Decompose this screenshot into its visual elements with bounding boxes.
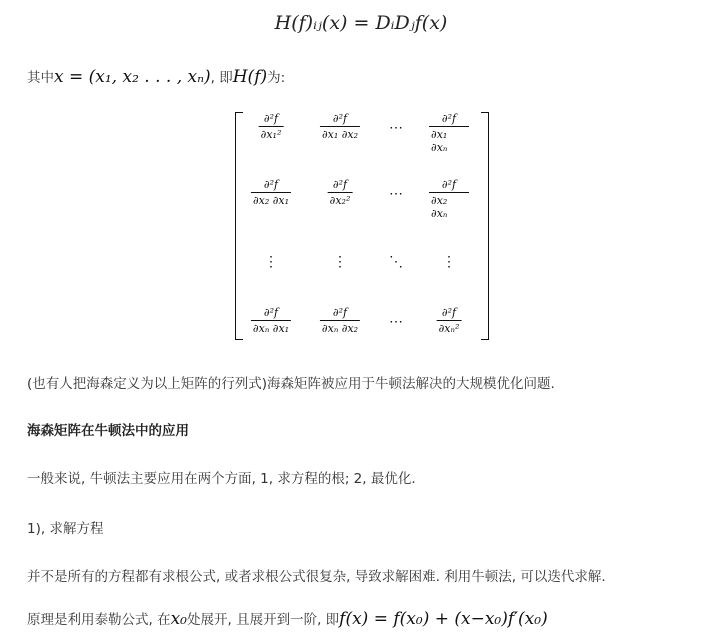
matrix-entry-denominator: ∂xₙ² [438, 322, 460, 335]
matrix-entry [251, 178, 291, 207]
matrix-entry-denominator: ∂x₁ ∂x₂ [321, 128, 359, 141]
matrix-entry [320, 112, 360, 141]
matrix-entry [328, 178, 353, 207]
matrix-ellipsis: ⋮ [264, 254, 278, 270]
paragraph-solve-equation-heading: 1), 求解方程 [27, 521, 104, 537]
matrix-entry-numerator: ∂²f [332, 112, 348, 125]
matrix-entry-numerator: ∂²f [263, 306, 279, 319]
matrix-entry-numerator: ∂²f [332, 178, 348, 191]
x0-math: x₀ [170, 609, 187, 629]
hessian-h-math: H(f) [232, 67, 268, 87]
vector-x-math: x = (x₁, x₂ . . . , xₙ) [54, 67, 211, 87]
matrix-entry-numerator: ∂²f [263, 112, 279, 125]
hessian-note: (也有人把海森定义为以上矩阵的行列式)海森矩阵被应用于牛顿法解决的大规模优化问题. [27, 376, 555, 392]
matrix-entry-numerator: ∂²f [441, 306, 457, 319]
matrix-ellipsis: ⋱ [389, 254, 403, 270]
matrix-entry-denominator: ∂x₂ ∂x₁ [252, 194, 290, 207]
matrix-right-bracket [481, 112, 489, 340]
hessian-definition-equation: H(f)ᵢⱼ(x) = DᵢDⱼf(x) [274, 12, 448, 34]
matrix-entry-denominator: ∂xₙ ∂x₁ [252, 322, 290, 335]
matrix-ellipsis: ⋯ [389, 186, 403, 202]
matrix-ellipsis: ⋯ [389, 314, 403, 330]
matrix-entry [429, 112, 469, 154]
matrix-ellipsis: ⋮ [333, 254, 347, 270]
taylor-expansion-math: f(x) = f(x₀) + (x−x₀)f′(x₀) [339, 609, 548, 629]
intro-line [27, 66, 285, 87]
section-title: 海森矩阵在牛顿法中的应用 [27, 423, 189, 439]
matrix-entry-numerator: ∂²f [441, 112, 457, 125]
matrix-left-bracket [235, 112, 243, 340]
paragraph-newton-uses: 一般来说, 牛顿法主要应用在两个方面, 1, 求方程的根; 2, 最优化. [27, 471, 416, 487]
matrix-entry-numerator: ∂²f [441, 178, 457, 191]
taylor-line [27, 608, 548, 629]
matrix-entry-denominator: ∂x₁² [260, 128, 282, 141]
taylor-text-middle: 处展开, 且展开到一阶, 即 [187, 612, 340, 628]
matrix-entry [437, 306, 462, 335]
matrix-entry [320, 306, 360, 335]
paragraph-iterative-solve: 并不是所有的方程都有求根公式, 或者求根公式很复杂, 导致求解困难. 利用牛顿法, 可以迭代求解. [27, 569, 606, 585]
matrix-entry-denominator: ∂x₁ ∂xₙ [429, 126, 469, 154]
matrix-ellipsis: ⋮ [442, 254, 456, 270]
matrix-entry-denominator: ∂xₙ ∂x₂ [321, 322, 359, 335]
matrix-entry [259, 112, 284, 141]
taylor-text-before: 原理是利用泰勒公式, 在 [27, 612, 171, 628]
matrix-ellipsis: ⋯ [389, 120, 403, 136]
hessian-matrix [235, 110, 489, 342]
matrix-entry [251, 306, 291, 335]
intro-text-after: 为: [267, 70, 286, 86]
matrix-entry-denominator: ∂x₂ ∂xₙ [429, 192, 469, 220]
matrix-entry-numerator: ∂²f [332, 306, 348, 319]
intro-text-before: 其中 [27, 70, 54, 86]
matrix-entry-denominator: ∂x₂² [329, 194, 351, 207]
matrix-entry [429, 178, 469, 220]
intro-text-middle: , 即 [210, 70, 233, 86]
matrix-entry-numerator: ∂²f [263, 178, 279, 191]
